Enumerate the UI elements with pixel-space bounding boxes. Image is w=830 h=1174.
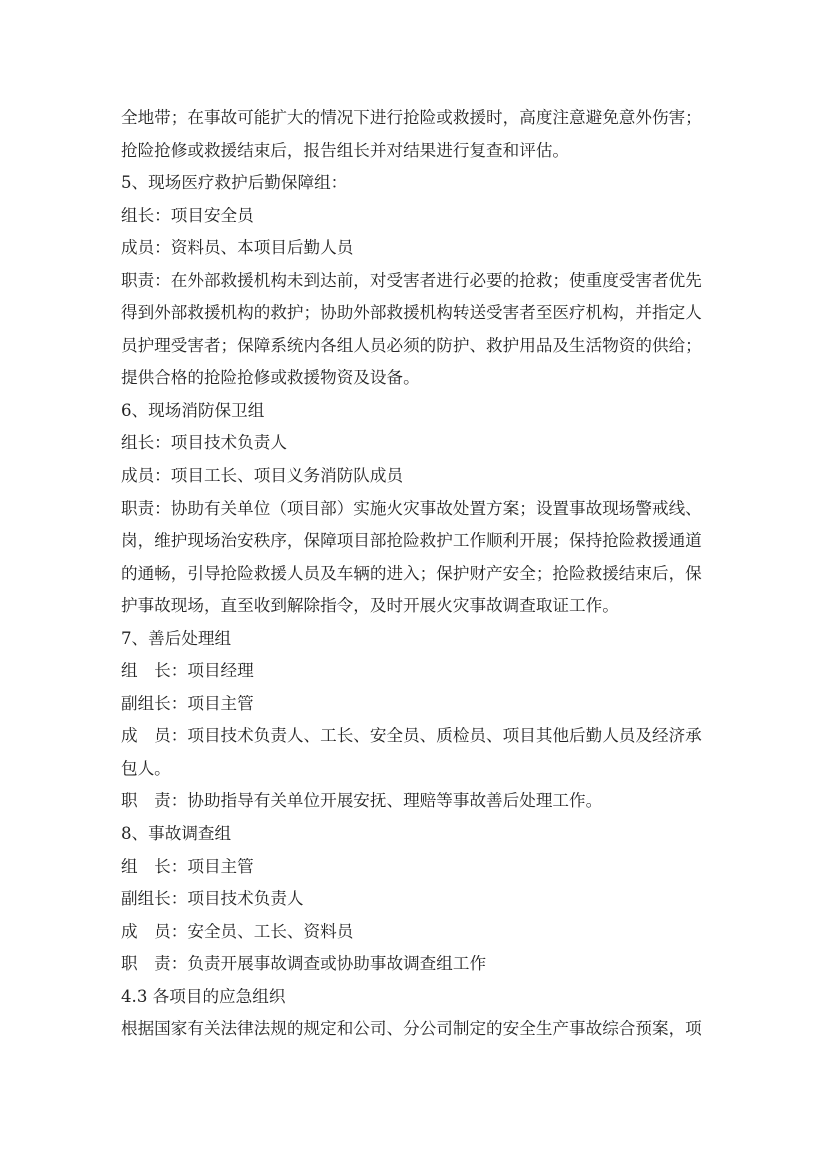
text-line: 得到外部救援机构的救护；协助外部救援机构转送受害者至医疗机构，并指定人 [121,303,702,323]
text-line: 提供合格的抢险抢修或救援物资及设备。 [121,368,420,388]
text-line: 成员：资料员、本项目后勤人员 [121,238,354,258]
text-line: 的通畅，引导抢险救援人员及车辆的进入；保护财产安全；抢险救援结束后，保 [121,563,702,583]
text-line: 职责：在外部救援机构未到达前，对受害者进行必要的抢救；使重度受害者优先 [121,270,702,290]
text-line: 组 长：项目经理 [121,661,254,681]
text-line: 员护理受害者；保障系统内各组人员必须的防护、救护用品及生活物资的供给； [121,335,702,355]
text-line: 4.3 各项目的应急组织 [121,986,286,1006]
text-line: 成 员：项目技术负责人、工长、安全员、质检员、项目其他后勤人员及经济承 [121,726,702,746]
text-line: 职 责：负责开展事故调查或协助事故调查组工作 [121,954,487,974]
text-line: 副组长：项目技术负责人 [121,889,304,909]
text-line: 6、现场消防保卫组 [121,400,265,420]
text-line: 成员：项目工长、项目义务消防队成员 [121,466,404,486]
text-line: 全地带；在事故可能扩大的情况下进行抢险或救援时，高度注意避免意外伤害； [121,108,702,127]
text-line: 8、事故调查组 [121,824,232,844]
text-line: 副组长：项目主管 [121,693,254,713]
text-line: 包人。 [121,758,171,778]
text-line: 5、现场医疗救护后勤保障组： [121,173,348,193]
text-line: 职 责：协助指导有关单位开展安抚、理赔等事故善后处理工作。 [121,791,603,811]
text-line: 成 员：安全员、工长、资料员 [121,921,354,941]
text-line: 7、善后处理组 [121,628,232,648]
text-line: 组长：项目安全员 [121,205,254,225]
text-line: 组 长：项目主管 [121,856,254,876]
text-line: 护事故现场，直至收到解除指令，及时开展火灾事故调查取证工作。 [121,596,619,616]
text-line: 职责：协助有关单位（项目部）实施火灾事故处置方案；设置事故现场警戒线、 [121,498,702,518]
text-line: 岗，维护现场治安秩序，保障项目部抢险救护工作顺利开展；保持抢险救援通道 [121,531,702,551]
text-line: 抢险抢修或救援结束后，报告组长并对结果进行复查和评估。 [121,140,570,160]
text-line: 组长：项目技术负责人 [121,433,287,453]
text-line: 根据国家有关法律法规的规定和公司、分公司制定的安全生产事故综合预案，项 [121,1019,702,1039]
document-body [121,102,721,1046]
